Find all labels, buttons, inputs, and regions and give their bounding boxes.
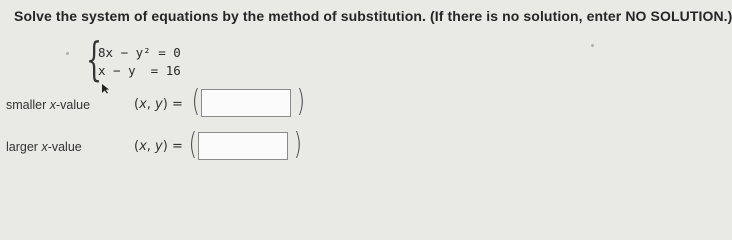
larger-x-label: larger x-value (6, 140, 82, 154)
smaller-x-label: smaller x-value (6, 98, 91, 112)
smaller-xy-pair: (x, y) = (134, 97, 183, 112)
decorative-dot (66, 52, 69, 55)
left-brace: { (86, 32, 103, 86)
mouse-pointer-icon (100, 84, 110, 94)
larger-open-paren: ( (188, 127, 197, 162)
question-prompt: Solve the system of equations by the method of substitution. (If there is no solution, enter NO SOLUTION.) (14, 8, 732, 24)
smaller-close-paren: ) (296, 84, 305, 119)
decorative-dot (591, 44, 594, 47)
equation-1: 8x − y² = 0 (98, 45, 181, 60)
smaller-x-answer-input[interactable] (201, 89, 291, 117)
equation-system (86, 32, 206, 86)
larger-x-answer-input[interactable] (198, 132, 288, 160)
equation-2: x − y = 16 (98, 63, 181, 78)
larger-close-paren: ) (293, 127, 302, 162)
larger-xy-pair: (x, y) = (134, 139, 183, 154)
smaller-open-paren: ( (191, 84, 200, 119)
